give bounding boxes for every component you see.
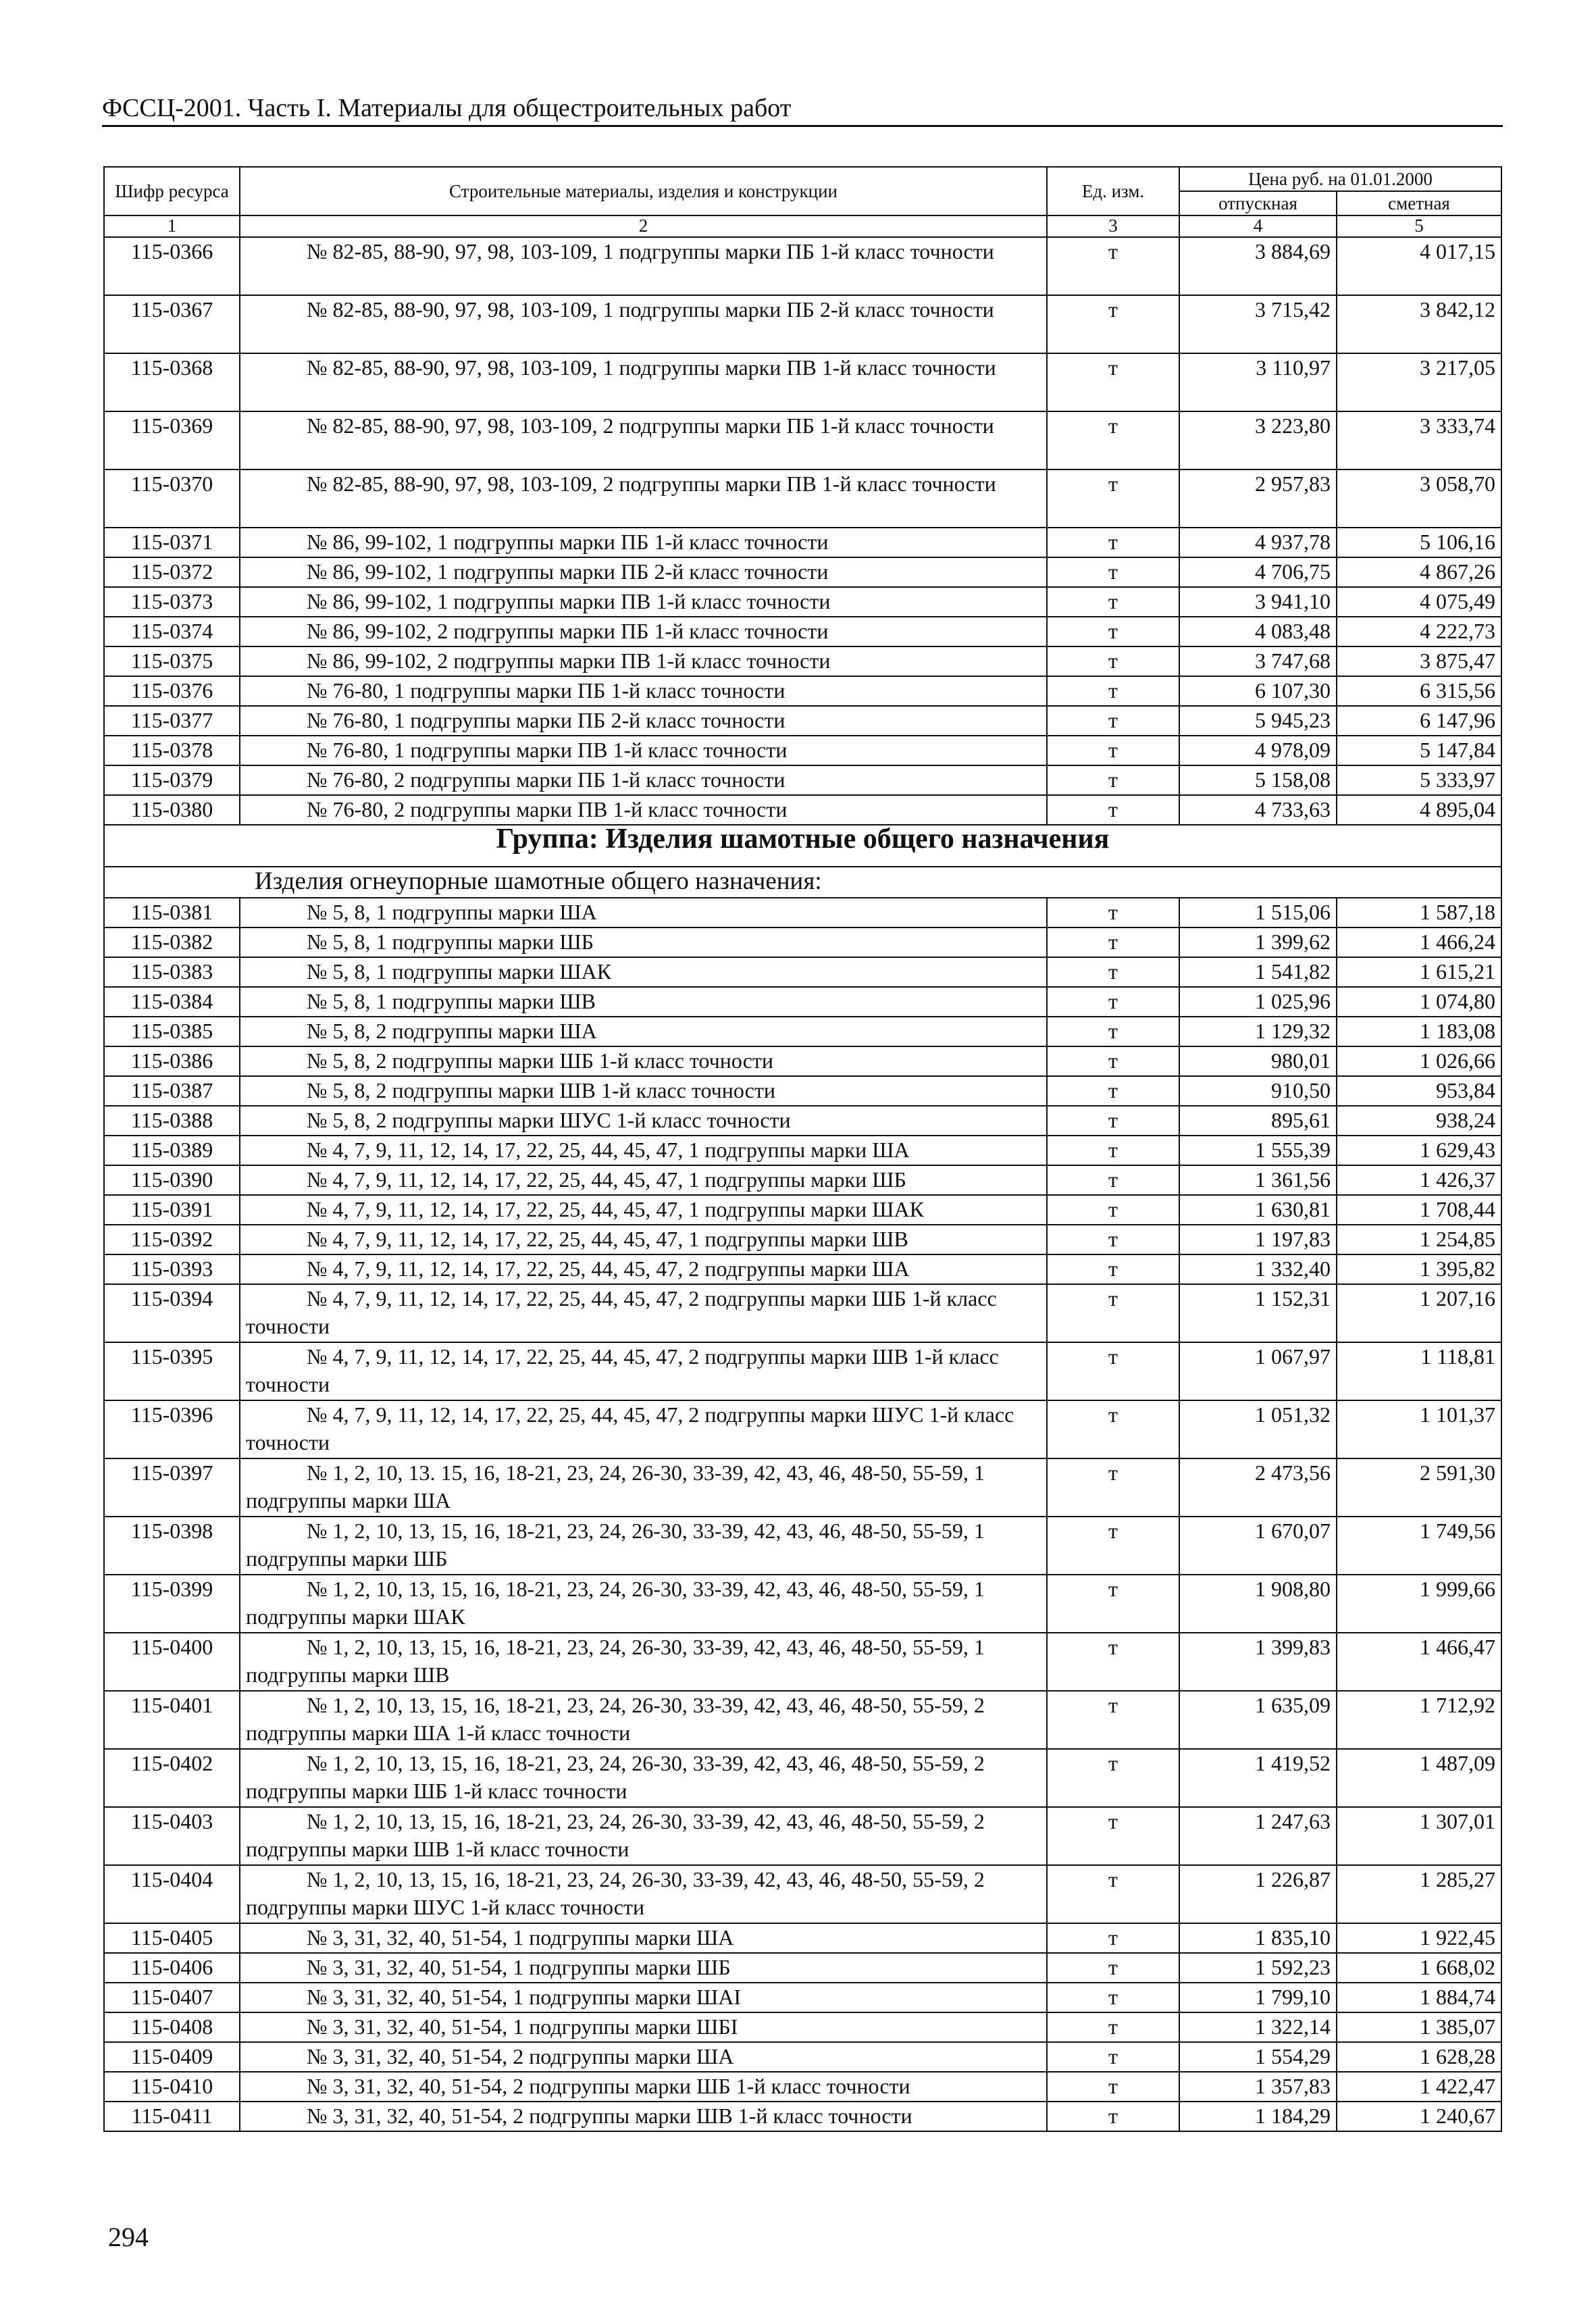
unit-cell: т [1047,1923,1179,1953]
table-row [104,1254,1501,1284]
estimate-price: 1 487,09 [1337,1749,1501,1807]
estimate-price: 1 395,82 [1337,1254,1501,1284]
wholesale-price: 4 083,48 [1179,617,1337,646]
resource-code: 115-0374 [104,617,240,646]
resource-code: 115-0404 [104,1865,240,1923]
item-description: № 5, 8, 1 подгруппы марки ШАК [240,957,1047,987]
header-unit: Ед. изм. [1047,167,1179,215]
estimate-price: 1 183,08 [1337,1017,1501,1046]
resource-code: 115-0366 [104,237,240,295]
unit-cell: т [1047,676,1179,706]
resource-code: 115-0386 [104,1046,240,1076]
unit-cell: т [1047,1046,1179,1076]
table-row [104,736,1501,765]
wholesale-price: 1 419,52 [1179,1749,1337,1807]
unit-cell: т [1047,1017,1179,1046]
item-description: № 1, 2, 10, 13. 15, 16, 18-21, 23, 24, 26-30, 33-39, 42, 43, 46, 48-50, 55-59, 1 подгруппы марки ША [240,1458,1047,1517]
unit-cell: т [1047,1136,1179,1165]
estimate-price: 1 712,92 [1337,1691,1501,1749]
estimate-price: 4 895,04 [1337,795,1501,825]
resource-code: 115-0372 [104,557,240,587]
header-price: Цена руб. на 01.01.2000 [1179,167,1501,191]
item-description: № 82-85, 88-90, 97, 98, 103-109, 2 подгруппы марки ПБ 1-й класс точности [240,411,1047,469]
table-row [104,2072,1501,2102]
item-description: № 5, 8, 1 подгруппы марки ШБ [240,927,1047,957]
wholesale-price: 1 555,39 [1179,1136,1337,1165]
item-description: № 5, 8, 1 подгруппы марки ШВ [240,987,1047,1017]
table-row [104,411,1501,469]
wholesale-price: 1 361,56 [1179,1165,1337,1195]
table-row [104,1225,1501,1254]
wholesale-price: 1 541,82 [1179,957,1337,987]
item-description: № 86, 99-102, 2 подгруппы марки ПБ 1-й класс точности [240,617,1047,646]
group-title: Группа: Изделия шамотные общего назначения [104,825,1501,867]
table-row [104,1165,1501,1195]
table-row [104,295,1501,353]
estimate-price: 1 254,85 [1337,1225,1501,1254]
unit-cell: т [1047,1254,1179,1284]
item-description: № 1, 2, 10, 13, 15, 16, 18-21, 23, 24, 26-30, 33-39, 42, 43, 46, 48-50, 55-59, 2 подгруппы марки ША 1-й класс точности [240,1691,1047,1749]
unit-cell: т [1047,295,1179,353]
item-description: № 76-80, 1 подгруппы марки ПБ 2-й класс точности [240,706,1047,736]
table-row [104,587,1501,617]
unit-cell: т [1047,1865,1179,1923]
unit-cell: т [1047,617,1179,646]
table-row [104,557,1501,587]
table-body-a [104,237,1501,825]
unit-cell: т [1047,1165,1179,1195]
estimate-price: 3 842,12 [1337,295,1501,353]
resource-code: 115-0387 [104,1076,240,1106]
resource-code: 115-0402 [104,1749,240,1807]
item-description: № 86, 99-102, 1 подгруппы марки ПБ 1-й класс точности [240,528,1047,557]
wholesale-price: 3 747,68 [1179,646,1337,676]
estimate-price: 1 426,37 [1337,1165,1501,1195]
subgroup-title: Изделия огнеупорные шамотные общего назначения: [255,867,822,895]
item-description: № 76-80, 2 подгруппы марки ПБ 1-й класс точности [240,765,1047,795]
estimate-price: 3 875,47 [1337,646,1501,676]
unit-cell: т [1047,528,1179,557]
resource-code: 115-0368 [104,353,240,411]
header-estimate: сметная [1337,191,1501,215]
unit-cell: т [1047,1284,1179,1342]
table-row [104,2102,1501,2131]
column-number: 4 [1179,215,1337,237]
resource-code: 115-0393 [104,1254,240,1284]
wholesale-price: 5 158,08 [1179,765,1337,795]
resource-code: 115-0370 [104,469,240,528]
wholesale-price: 1 051,32 [1179,1400,1337,1458]
wholesale-price: 1 226,87 [1179,1865,1337,1923]
item-description: № 5, 8, 2 подгруппы марки ШВ 1-й класс точности [240,1076,1047,1106]
unit-cell: т [1047,1575,1179,1633]
item-description: № 86, 99-102, 2 подгруппы марки ПВ 1-й класс точности [240,646,1047,676]
item-description: № 86, 99-102, 1 подгруппы марки ПБ 2-й класс точности [240,557,1047,587]
resource-code: 115-0378 [104,736,240,765]
resource-code: 115-0388 [104,1106,240,1136]
resource-code: 115-0369 [104,411,240,469]
wholesale-price: 4 978,09 [1179,736,1337,765]
wholesale-price: 1 630,81 [1179,1195,1337,1225]
table-row [104,237,1501,295]
resource-code: 115-0403 [104,1807,240,1865]
estimate-price: 1 466,24 [1337,927,1501,957]
estimate-price: 2 591,30 [1337,1458,1501,1517]
table-row [104,676,1501,706]
table-row [104,2042,1501,2072]
resource-code: 115-0394 [104,1284,240,1342]
item-description: № 76-80, 2 подгруппы марки ПВ 1-й класс точности [240,795,1047,825]
item-description: № 3, 31, 32, 40, 51-54, 2 подгруппы марки ША [240,2042,1047,2072]
estimate-price: 5 106,16 [1337,528,1501,557]
page-number: 294 [108,2222,149,2252]
table-row [104,1807,1501,1865]
column-number: 1 [104,215,240,237]
wholesale-price: 1 799,10 [1179,1983,1337,2012]
estimate-price: 6 315,56 [1337,676,1501,706]
resource-code: 115-0371 [104,528,240,557]
estimate-price: 1 629,43 [1337,1136,1501,1165]
wholesale-price: 980,01 [1179,1046,1337,1076]
resource-code: 115-0407 [104,1983,240,2012]
table-row [104,2012,1501,2042]
table-row [104,1517,1501,1575]
table-row [104,1865,1501,1923]
estimate-price: 3 217,05 [1337,353,1501,411]
estimate-price: 1 207,16 [1337,1284,1501,1342]
unit-cell: т [1047,1400,1179,1458]
wholesale-price: 2 957,83 [1179,469,1337,528]
item-description: № 76-80, 1 подгруппы марки ПВ 1-й класс точности [240,736,1047,765]
unit-cell: т [1047,1342,1179,1400]
unit-cell: т [1047,898,1179,927]
wholesale-price: 3 110,97 [1179,353,1337,411]
table-row [104,646,1501,676]
table-row [104,1284,1501,1342]
table-body-b [104,898,1501,2131]
table-row [104,1017,1501,1046]
item-description: № 3, 31, 32, 40, 51-54, 1 подгруппы марки ШБI [240,2012,1047,2042]
item-description: № 4, 7, 9, 11, 12, 14, 17, 22, 25, 44, 45, 47, 2 подгруппы марки ШБ 1-й класс точности [240,1284,1047,1342]
unit-cell: т [1047,646,1179,676]
unit-cell: т [1047,1076,1179,1106]
page-header [102,91,1503,127]
table-row [104,1458,1501,1517]
table-row [104,1983,1501,2012]
wholesale-price: 2 473,56 [1179,1458,1337,1517]
resource-code: 115-0411 [104,2102,240,2131]
group-section [104,825,1501,898]
table-row [104,1342,1501,1400]
item-description: № 82-85, 88-90, 97, 98, 103-109, 1 подгруппы марки ПВ 1-й класс точности [240,353,1047,411]
estimate-price: 1 101,37 [1337,1400,1501,1458]
estimate-price: 4 222,73 [1337,617,1501,646]
estimate-price: 4 867,26 [1337,557,1501,587]
estimate-price: 1 587,18 [1337,898,1501,927]
estimate-price: 1 615,21 [1337,957,1501,987]
unit-cell: т [1047,1458,1179,1517]
table-row [104,1953,1501,1983]
unit-cell: т [1047,1749,1179,1807]
wholesale-price: 1 835,10 [1179,1923,1337,1953]
table-row [104,1633,1501,1691]
resource-code: 115-0373 [104,587,240,617]
estimate-price: 6 147,96 [1337,706,1501,736]
estimate-price: 1 749,56 [1337,1517,1501,1575]
resource-code: 115-0397 [104,1458,240,1517]
resource-code: 115-0396 [104,1400,240,1458]
table-row [104,1195,1501,1225]
item-description: № 5, 8, 2 подгруппы марки ШБ 1-й класс точности [240,1046,1047,1076]
estimate-price: 1 026,66 [1337,1046,1501,1076]
unit-cell: т [1047,1106,1179,1136]
wholesale-price: 1 554,29 [1179,2042,1337,2072]
price-table [103,166,1502,2132]
wholesale-price: 3 715,42 [1179,295,1337,353]
wholesale-price: 1 399,62 [1179,927,1337,957]
estimate-price: 938,24 [1337,1106,1501,1136]
table-row [104,987,1501,1017]
subgroup-row [104,867,1501,898]
wholesale-price: 5 945,23 [1179,706,1337,736]
table-row [104,469,1501,528]
unit-cell: т [1047,1953,1179,1983]
unit-cell: т [1047,706,1179,736]
wholesale-price: 1 332,40 [1179,1254,1337,1284]
resource-code: 115-0405 [104,1923,240,1953]
item-description: № 1, 2, 10, 13, 15, 16, 18-21, 23, 24, 26-30, 33-39, 42, 43, 46, 48-50, 55-59, 1 подгруппы марки ШАК [240,1575,1047,1633]
item-description: № 3, 31, 32, 40, 51-54, 1 подгруппы марки ШАI [240,1983,1047,2012]
unit-cell: т [1047,957,1179,987]
unit-cell: т [1047,2102,1179,2131]
wholesale-price: 910,50 [1179,1076,1337,1106]
document-title: ФССЦ-2001. Часть I. Материалы для общестроительных работ [102,94,792,122]
item-description: № 3, 31, 32, 40, 51-54, 2 подгруппы марки ШБ 1-й класс точности [240,2072,1047,2102]
wholesale-price: 1 184,29 [1179,2102,1337,2131]
table-row [104,1106,1501,1136]
unit-cell: т [1047,1195,1179,1225]
table-row [104,617,1501,646]
unit-cell: т [1047,2012,1179,2042]
resource-code: 115-0408 [104,2012,240,2042]
header-name: Строительные материалы, изделия и конструкции [240,167,1047,215]
estimate-price: 3 058,70 [1337,469,1501,528]
wholesale-price: 1 247,63 [1179,1807,1337,1865]
estimate-price: 5 147,84 [1337,736,1501,765]
resource-code: 115-0377 [104,706,240,736]
estimate-price: 1 385,07 [1337,2012,1501,2042]
wholesale-price: 1 152,31 [1179,1284,1337,1342]
item-description: № 82-85, 88-90, 97, 98, 103-109, 1 подгруппы марки ПБ 2-й класс точности [240,295,1047,353]
table-row [104,1691,1501,1749]
wholesale-price: 1 592,23 [1179,1953,1337,1983]
item-description: № 76-80, 1 подгруппы марки ПБ 1-й класс точности [240,676,1047,706]
unit-cell: т [1047,1633,1179,1691]
estimate-price: 1 285,27 [1337,1865,1501,1923]
item-description: № 4, 7, 9, 11, 12, 14, 17, 22, 25, 44, 45, 47, 1 подгруппы марки ШБ [240,1165,1047,1195]
wholesale-price: 1 635,09 [1179,1691,1337,1749]
resource-code: 115-0406 [104,1953,240,1983]
resource-code: 115-0379 [104,765,240,795]
resource-code: 115-0367 [104,295,240,353]
item-description: № 82-85, 88-90, 97, 98, 103-109, 1 подгруппы марки ПБ 1-й класс точности [240,237,1047,295]
unit-cell: т [1047,795,1179,825]
item-description: № 1, 2, 10, 13, 15, 16, 18-21, 23, 24, 26-30, 33-39, 42, 43, 46, 48-50, 55-59, 2 подгруппы марки ШУС 1-й класс точности [240,1865,1047,1923]
resource-code: 115-0401 [104,1691,240,1749]
unit-cell: т [1047,736,1179,765]
resource-code: 115-0384 [104,987,240,1017]
wholesale-price: 3 884,69 [1179,237,1337,295]
wholesale-price: 1 067,97 [1179,1342,1337,1400]
estimate-price: 4 075,49 [1337,587,1501,617]
table-row [104,927,1501,957]
item-description: № 4, 7, 9, 11, 12, 14, 17, 22, 25, 44, 45, 47, 1 подгруппы марки ШВ [240,1225,1047,1254]
resource-code: 115-0395 [104,1342,240,1400]
resource-code: 115-0399 [104,1575,240,1633]
item-description: № 1, 2, 10, 13, 15, 16, 18-21, 23, 24, 26-30, 33-39, 42, 43, 46, 48-50, 55-59, 1 подгруппы марки ШБ [240,1517,1047,1575]
unit-cell: т [1047,237,1179,295]
wholesale-price: 1 322,14 [1179,2012,1337,2042]
estimate-price: 1 884,74 [1337,1983,1501,2012]
table-row [104,1076,1501,1106]
table-row [104,1575,1501,1633]
wholesale-price: 895,61 [1179,1106,1337,1136]
unit-cell: т [1047,1807,1179,1865]
wholesale-price: 1 357,83 [1179,2072,1337,2102]
unit-cell: т [1047,2042,1179,2072]
estimate-price: 1 708,44 [1337,1195,1501,1225]
item-description: № 3, 31, 32, 40, 51-54, 2 подгруппы марки ШВ 1-й класс точности [240,2102,1047,2131]
wholesale-price: 1 197,83 [1179,1225,1337,1254]
wholesale-price: 3 223,80 [1179,411,1337,469]
resource-code: 115-0383 [104,957,240,987]
estimate-price: 1 422,47 [1337,2072,1501,2102]
table-row [104,1749,1501,1807]
item-description: № 3, 31, 32, 40, 51-54, 1 подгруппы марки ША [240,1923,1047,1953]
unit-cell: т [1047,557,1179,587]
resource-code: 115-0409 [104,2042,240,2072]
item-description: № 4, 7, 9, 11, 12, 14, 17, 22, 25, 44, 45, 47, 1 подгруппы марки ША [240,1136,1047,1165]
item-description: № 5, 8, 1 подгруппы марки ША [240,898,1047,927]
table-row [104,1136,1501,1165]
table-row [104,1400,1501,1458]
table-row [104,1923,1501,1953]
resource-code: 115-0390 [104,1165,240,1195]
item-description: № 3, 31, 32, 40, 51-54, 1 подгруппы марки ШБ [240,1953,1047,1983]
wholesale-price: 1 129,32 [1179,1017,1337,1046]
item-description: № 4, 7, 9, 11, 12, 14, 17, 22, 25, 44, 45, 47, 2 подгруппы марки ШВ 1-й класс точности [240,1342,1047,1400]
table-row [104,765,1501,795]
table-row [104,353,1501,411]
resource-code: 115-0380 [104,795,240,825]
resource-code: 115-0382 [104,927,240,957]
wholesale-price: 3 941,10 [1179,587,1337,617]
resource-code: 115-0398 [104,1517,240,1575]
unit-cell: т [1047,927,1179,957]
wholesale-price: 1 025,96 [1179,987,1337,1017]
item-description: № 4, 7, 9, 11, 12, 14, 17, 22, 25, 44, 45, 47, 2 подгруппы марки ША [240,1254,1047,1284]
estimate-price: 1 307,01 [1337,1807,1501,1865]
unit-cell: т [1047,1983,1179,2012]
column-number: 2 [240,215,1047,237]
wholesale-price: 4 937,78 [1179,528,1337,557]
item-description: № 86, 99-102, 1 подгруппы марки ПВ 1-й класс точности [240,587,1047,617]
item-description: № 4, 7, 9, 11, 12, 14, 17, 22, 25, 44, 45, 47, 1 подгруппы марки ШАК [240,1195,1047,1225]
resource-code: 115-0392 [104,1225,240,1254]
table-row [104,795,1501,825]
wholesale-price: 6 107,30 [1179,676,1337,706]
item-description: № 5, 8, 2 подгруппы марки ША [240,1017,1047,1046]
wholesale-price: 1 515,06 [1179,898,1337,927]
unit-cell: т [1047,353,1179,411]
resource-code: 115-0381 [104,898,240,927]
unit-cell: т [1047,2072,1179,2102]
unit-cell: т [1047,411,1179,469]
unit-cell: т [1047,765,1179,795]
resource-code: 115-0389 [104,1136,240,1165]
wholesale-price: 1 670,07 [1179,1517,1337,1575]
unit-cell: т [1047,1691,1179,1749]
header-wholesale: отпускная [1179,191,1337,215]
column-number: 3 [1047,215,1179,237]
unit-cell: т [1047,987,1179,1017]
estimate-price: 5 333,97 [1337,765,1501,795]
estimate-price: 1 668,02 [1337,1953,1501,1983]
wholesale-price: 1 399,83 [1179,1633,1337,1691]
unit-cell: т [1047,469,1179,528]
resource-code: 115-0410 [104,2072,240,2102]
wholesale-price: 4 706,75 [1179,557,1337,587]
table-row [104,528,1501,557]
wholesale-price: 4 733,63 [1179,795,1337,825]
table-row [104,1046,1501,1076]
table-row [104,898,1501,927]
estimate-price: 953,84 [1337,1076,1501,1106]
estimate-price: 3 333,74 [1337,411,1501,469]
item-description: № 82-85, 88-90, 97, 98, 103-109, 2 подгруппы марки ПВ 1-й класс точности [240,469,1047,528]
table-row [104,706,1501,736]
item-description: № 4, 7, 9, 11, 12, 14, 17, 22, 25, 44, 45, 47, 2 подгруппы марки ШУС 1-й класс точности [240,1400,1047,1458]
item-description: № 1, 2, 10, 13, 15, 16, 18-21, 23, 24, 26-30, 33-39, 42, 43, 46, 48-50, 55-59, 2 подгруппы марки ШВ 1-й класс точности [240,1807,1047,1865]
item-description: № 1, 2, 10, 13, 15, 16, 18-21, 23, 24, 26-30, 33-39, 42, 43, 46, 48-50, 55-59, 2 подгруппы марки ШБ 1-й класс точности [240,1749,1047,1807]
resource-code: 115-0391 [104,1195,240,1225]
item-description: № 5, 8, 2 подгруппы марки ШУС 1-й класс точности [240,1106,1047,1136]
column-number: 5 [1337,215,1501,237]
table-row [104,957,1501,987]
unit-cell: т [1047,1225,1179,1254]
estimate-price: 1 922,45 [1337,1923,1501,1953]
estimate-price: 1 240,67 [1337,2102,1501,2131]
resource-code: 115-0385 [104,1017,240,1046]
estimate-price: 1 118,81 [1337,1342,1501,1400]
header-code: Шифр ресурса [104,167,240,215]
resource-code: 115-0375 [104,646,240,676]
unit-cell: т [1047,1517,1179,1575]
resource-code: 115-0376 [104,676,240,706]
estimate-price: 1 466,47 [1337,1633,1501,1691]
item-description: № 1, 2, 10, 13, 15, 16, 18-21, 23, 24, 26-30, 33-39, 42, 43, 46, 48-50, 55-59, 1 подгруппы марки ШВ [240,1633,1047,1691]
unit-cell: т [1047,587,1179,617]
estimate-price: 1 628,28 [1337,2042,1501,2072]
estimate-price: 1 074,80 [1337,987,1501,1017]
wholesale-price: 1 908,80 [1179,1575,1337,1633]
resource-code: 115-0400 [104,1633,240,1691]
estimate-price: 4 017,15 [1337,237,1501,295]
estimate-price: 1 999,66 [1337,1575,1501,1633]
